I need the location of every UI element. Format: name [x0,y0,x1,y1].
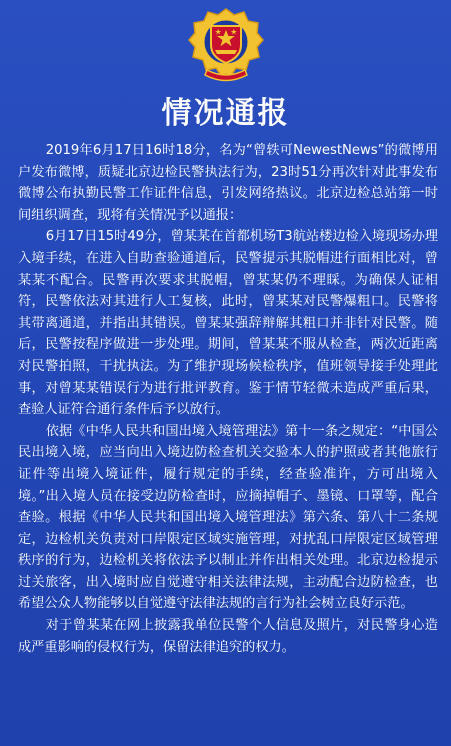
notice-paragraph: 6月17日15时49分，曾某某在首都机场T3航站楼边检入境现场办理入境手续，在进入自助查验通道后，民警提示其脱帽进行面相比对，曾某某不配合。民警再次要求其脱帽，曾某某仍不理睬。为确保人证相符，民警依法对其进行人工复核，此时，曾某某对民警爆粗口。民警将其带离通道，并指出其错误。曾某某强辞辩解其粗口并非针对民警。随后，民警按程序做进一步处理。期间，曾某某不服从检查，两次近距离对民警拍照，干扰执法。为了维护现场候检秩序，值班领导接手处理此事，对曾某某错误行为进行批评教育。鉴于情节轻微未造成严重后果，查验人证符合通行条件后予以放行。 [18,229,438,418]
police-emblem-icon [187,6,265,84]
page-title: 情况通报 [161,96,290,131]
notice-body [18,140,438,658]
notice-paragraph: 依据《中华人民共和国出境入境管理法》第十一条之规定：“中国公民出境入境，应当向出入境边防检查机关交验本人的护照或者其他旅行证件等出境入境证件，履行规定的手续，经查验准许，方可出境入境。”出入境人员在接受边防检查时，应摘掉帽子、墨镜、口罩等，配合查验。根据《中华人民共和国出境入境管理法》第六条、第八十二条规定，边检机关负责对口岸限定区域实施管理，对扰乱口岸限定区域管理秩序的行为，边检机关将依法予以制止并作出相关处理。北京边检提示过关旅客，出入境时应自觉遵守相关法律法规，主动配合边防检查，也希望公众人物能够以自觉遵守法律法规的言行为社会树立良好示范。 [18,423,438,612]
notice-paragraph: 2019年6月17日16时18分，名为“曾轶可NewestNews”的微博用户发布微博，质疑北京边检民警执法行为，23时51分再次针对此事发布微博公布执勤民警工作证件信息，引发网络热议。北京边检总站第一时间组织调查，现将有关情况予以通报： [18,143,438,223]
notice-paragraph: 对于曾某某在网上披露我单位民警个人信息及照片，对民警身心造成严重影响的侵权行为，保留法律追究的权力。 [18,618,438,655]
